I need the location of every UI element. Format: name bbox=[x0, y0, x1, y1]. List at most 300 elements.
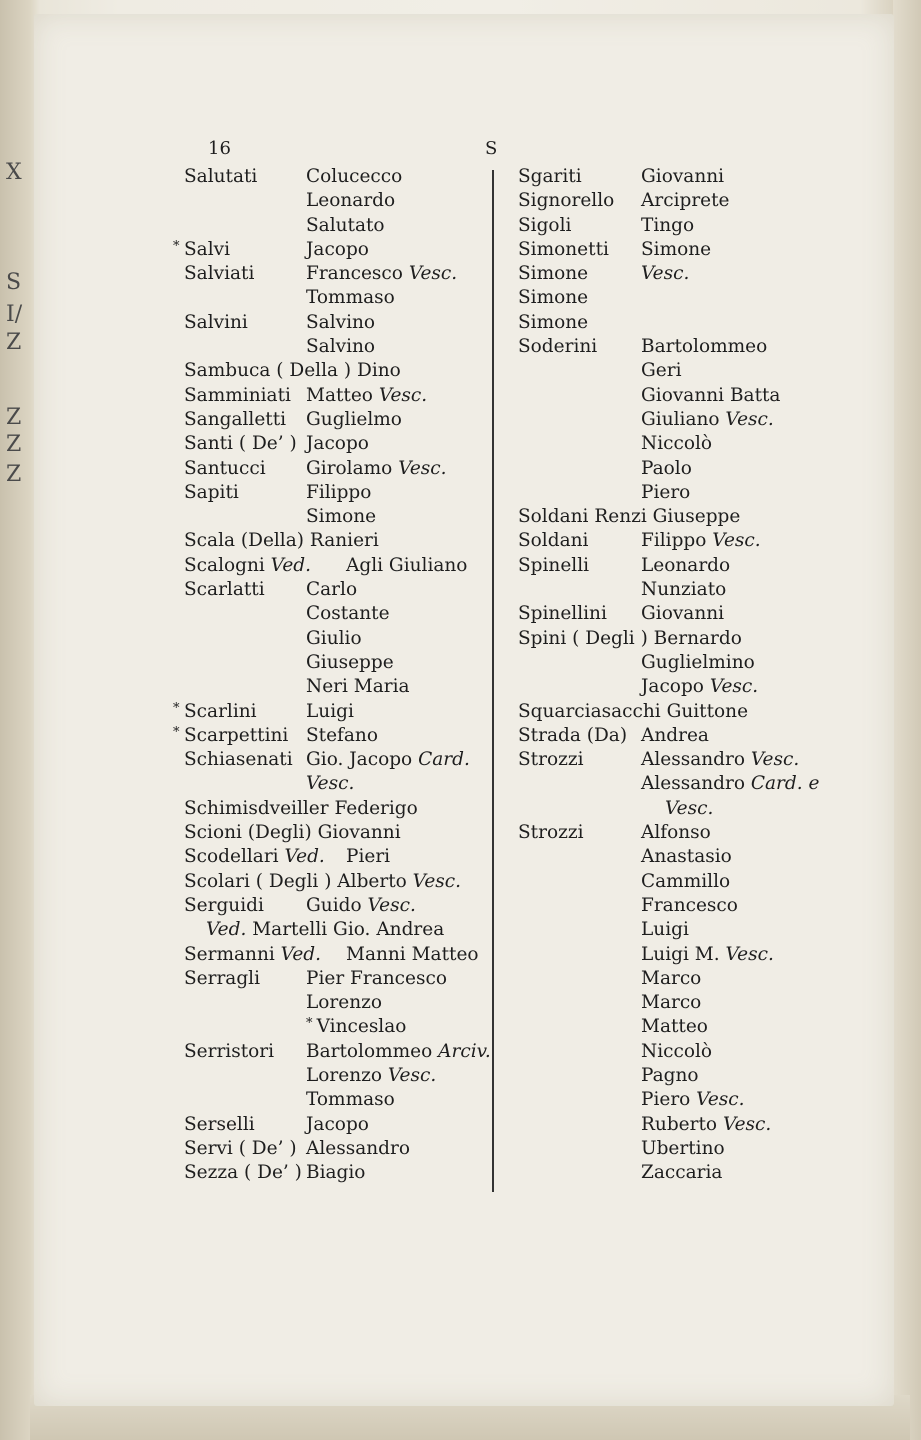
title-abbreviation: Vesc. bbox=[719, 943, 774, 965]
index-entry bbox=[518, 652, 838, 676]
given-name bbox=[306, 506, 376, 527]
given-name bbox=[641, 1065, 699, 1086]
surname: Salvini bbox=[184, 311, 248, 333]
given-text: Giovanni bbox=[641, 166, 725, 187]
index-entry bbox=[518, 239, 838, 263]
index-entry bbox=[184, 166, 489, 190]
index-entry bbox=[518, 846, 838, 870]
surname: Santucci bbox=[184, 457, 266, 479]
index-entry bbox=[184, 433, 489, 457]
given-name bbox=[641, 215, 694, 236]
title-abbreviation: Vesc. bbox=[719, 408, 774, 430]
next-page-edge bbox=[893, 0, 921, 1440]
given-name bbox=[306, 1162, 365, 1183]
title-abbreviation: Vesc. bbox=[690, 1089, 745, 1111]
index-entry bbox=[184, 385, 489, 409]
given-text: Jacopo bbox=[306, 238, 369, 260]
column-divider bbox=[492, 170, 494, 1192]
index-entry bbox=[518, 360, 838, 384]
given-text: Pieri bbox=[346, 846, 391, 868]
given-name bbox=[306, 263, 457, 284]
title-abbreviation: Vesc. bbox=[703, 676, 759, 698]
given-text: Jacopo bbox=[306, 433, 369, 455]
entry-text: Scioni (Degli) Giovanni bbox=[184, 822, 401, 844]
given-name bbox=[641, 385, 780, 406]
margin-mark: X bbox=[6, 160, 22, 185]
given-text: Giovanni bbox=[641, 603, 725, 625]
given-name bbox=[641, 871, 730, 892]
index-entry bbox=[184, 1016, 489, 1040]
given-text: Guglielmino bbox=[641, 651, 755, 673]
index-entry bbox=[518, 798, 838, 822]
entry-text: Squarciasacchi Guittone bbox=[518, 700, 749, 722]
index-entry bbox=[184, 846, 489, 870]
given-text: Ruberto bbox=[641, 1113, 718, 1135]
given-text: Biagio bbox=[306, 1162, 366, 1184]
given-text: Lorenzo bbox=[306, 1064, 383, 1086]
given-text: Colucecco bbox=[306, 166, 403, 187]
ved-abbreviation: Ved. bbox=[264, 554, 312, 576]
margin-mark: I/ bbox=[6, 302, 23, 327]
index-entry bbox=[518, 968, 838, 992]
index-entry bbox=[518, 749, 838, 773]
given-text: Piero bbox=[641, 481, 691, 503]
index-entry bbox=[518, 1162, 838, 1186]
index-entry bbox=[518, 579, 838, 603]
index-entry bbox=[184, 336, 489, 360]
index-entry bbox=[518, 287, 838, 311]
entry-text: Scala (Della) Ranieri bbox=[184, 530, 379, 552]
given-text: Giovanni Batta bbox=[641, 384, 781, 406]
given-text: Filippo bbox=[306, 481, 372, 503]
index-entry bbox=[184, 895, 489, 919]
entry-text: Scolari ( Degli ) Alberto bbox=[184, 870, 407, 892]
given-text: Gio. Jacopo bbox=[306, 749, 413, 771]
asterisk-mark: * bbox=[306, 1016, 317, 1032]
surname: Sapiti bbox=[184, 481, 239, 503]
index-entry bbox=[184, 992, 489, 1016]
title-abbreviation: Vesc. bbox=[744, 749, 800, 771]
surname: Spinellini bbox=[518, 603, 607, 625]
surname: Serguidi bbox=[184, 894, 264, 916]
index-entry bbox=[184, 652, 489, 676]
index-entry bbox=[184, 676, 489, 700]
given-text: Alessandro bbox=[306, 1137, 410, 1159]
index-entry bbox=[184, 968, 489, 992]
surname: Serristori bbox=[184, 1040, 275, 1062]
index-entry bbox=[184, 530, 489, 554]
given-text: Neri Maria bbox=[306, 676, 410, 698]
given-name bbox=[641, 166, 724, 187]
given-text: Luigi bbox=[306, 700, 354, 722]
index-entry bbox=[518, 773, 838, 797]
given-name bbox=[306, 701, 354, 722]
surname: Sgariti bbox=[518, 166, 582, 187]
given-name bbox=[306, 287, 395, 308]
ved-abbreviation: Ved. bbox=[278, 846, 325, 868]
margin-mark: Z bbox=[6, 330, 22, 355]
index-entry bbox=[184, 1065, 489, 1089]
title-abbreviation: Vesc. bbox=[665, 797, 714, 819]
given-text: Lorenzo bbox=[306, 992, 383, 1014]
index-entry bbox=[518, 555, 838, 579]
given-name bbox=[306, 579, 357, 600]
given-text: Andrea bbox=[641, 724, 709, 746]
given-text: Francesco bbox=[641, 894, 738, 916]
surname: Sigoli bbox=[518, 214, 572, 236]
title-abbreviation: Vesc. bbox=[361, 894, 416, 916]
surname: Sermanni Ved. bbox=[184, 943, 322, 965]
title-abbreviation: Card. bbox=[412, 749, 470, 771]
title-abbreviation: Vesc. bbox=[641, 263, 690, 285]
given-name bbox=[641, 895, 738, 916]
index-entry bbox=[518, 1089, 838, 1113]
given-text: Guido bbox=[306, 894, 362, 916]
given-text: Marco bbox=[641, 992, 702, 1014]
entry-text: Schimisdveiller Federigo bbox=[184, 797, 418, 819]
given-text: Tingo bbox=[641, 214, 695, 236]
surname: Simone bbox=[518, 263, 589, 285]
entry-full-text bbox=[518, 628, 742, 649]
given-name bbox=[641, 1114, 771, 1135]
index-entry bbox=[518, 458, 838, 482]
given-text: Niccolò bbox=[641, 433, 713, 455]
given-text: Carlo bbox=[306, 579, 358, 601]
entry-full-text bbox=[518, 701, 748, 722]
given-text: Tommaso bbox=[306, 287, 395, 309]
given-name bbox=[641, 555, 730, 576]
given-text: Guglielmo bbox=[306, 408, 402, 430]
given-text: Marco bbox=[641, 967, 702, 989]
given-name bbox=[641, 336, 767, 357]
given-text: Giuseppe bbox=[306, 651, 394, 673]
surname: Serragli bbox=[184, 967, 261, 989]
surname: Scarlatti bbox=[184, 579, 265, 601]
given-name bbox=[641, 944, 774, 965]
entry-full-text bbox=[518, 506, 740, 527]
given-text: Leonardo bbox=[306, 190, 396, 212]
given-text: Arciprete bbox=[641, 190, 730, 212]
index-entry bbox=[518, 263, 838, 287]
given-name bbox=[306, 190, 395, 211]
given-text: Agli Giuliano bbox=[346, 554, 468, 576]
index-entry bbox=[184, 482, 489, 506]
entry-full-text bbox=[184, 822, 401, 843]
index-entry bbox=[173, 238, 489, 263]
margin-mark: S bbox=[6, 270, 22, 295]
title-abbreviation: Vesc. bbox=[706, 530, 761, 552]
surname: Strozzi bbox=[518, 749, 584, 771]
index-entry bbox=[184, 798, 489, 822]
index-entry bbox=[518, 944, 838, 968]
margin-mark: Z bbox=[6, 405, 22, 430]
index-entry bbox=[518, 336, 838, 360]
given-text: Costante bbox=[306, 603, 390, 625]
index-entry bbox=[184, 555, 489, 579]
given-text: Pagno bbox=[641, 1064, 699, 1086]
index-entry bbox=[518, 725, 838, 749]
given-name bbox=[306, 166, 402, 187]
given-name bbox=[641, 603, 724, 624]
given-text: Bartolommeo bbox=[641, 336, 768, 358]
given-name bbox=[641, 992, 701, 1013]
index-entry bbox=[518, 1016, 838, 1040]
entry-full-text bbox=[184, 530, 379, 551]
entry-full-text bbox=[206, 919, 444, 940]
index-entry bbox=[518, 312, 838, 336]
given-text: Manni Matteo bbox=[346, 943, 479, 965]
title-abbreviation: Arciv. bbox=[432, 1040, 491, 1062]
surname: Schiasenati bbox=[184, 749, 293, 771]
given-name bbox=[306, 312, 375, 333]
given-name bbox=[641, 919, 689, 940]
given-name bbox=[306, 968, 447, 989]
index-entry bbox=[184, 1041, 489, 1065]
surname: Simone bbox=[518, 287, 589, 309]
page-number: 16 bbox=[208, 138, 231, 159]
given-name bbox=[306, 1016, 406, 1037]
given-name bbox=[641, 1041, 712, 1062]
asterisk-mark: * bbox=[173, 238, 180, 254]
given-text: Salvino bbox=[306, 336, 376, 358]
given-name bbox=[641, 1089, 745, 1110]
entry-full-text bbox=[184, 360, 401, 381]
surname: Strozzi bbox=[518, 822, 584, 844]
margin-mark: Z bbox=[6, 432, 22, 457]
title-abbreviation: Vesc. bbox=[717, 1113, 772, 1135]
index-entry bbox=[184, 215, 489, 239]
surname: Soderini bbox=[518, 336, 598, 358]
given-name bbox=[641, 360, 682, 381]
given-name bbox=[306, 895, 416, 916]
given-text: Alessandro bbox=[641, 749, 745, 771]
index-entry bbox=[184, 944, 489, 968]
given-name bbox=[665, 798, 713, 819]
index-entry bbox=[518, 895, 838, 919]
ved-abbreviation: Ved. bbox=[206, 919, 253, 941]
index-entry bbox=[518, 676, 838, 700]
surname: Signorello bbox=[518, 190, 615, 212]
entry-full-text bbox=[184, 798, 418, 819]
index-entry bbox=[518, 506, 838, 530]
index-entry bbox=[518, 215, 838, 239]
given-name bbox=[346, 555, 467, 576]
title-abbreviation: Card. e bbox=[744, 773, 820, 795]
index-entry bbox=[518, 992, 838, 1016]
index-entry bbox=[518, 530, 838, 554]
surname: Sangalletti bbox=[184, 408, 287, 430]
title-abbreviation: Vesc. bbox=[306, 773, 355, 795]
given-name bbox=[306, 652, 394, 673]
given-name bbox=[306, 1089, 395, 1110]
given-name bbox=[306, 1041, 491, 1062]
index-entry bbox=[184, 1162, 489, 1186]
surname: Scarlini bbox=[184, 700, 257, 722]
index-entry bbox=[518, 166, 838, 190]
entry-full-text bbox=[184, 871, 461, 892]
given-name bbox=[306, 336, 375, 357]
given-text: Pier Francesco bbox=[306, 967, 447, 989]
index-entry bbox=[184, 458, 489, 482]
given-name bbox=[306, 725, 378, 746]
index-entry bbox=[173, 724, 489, 749]
given-text: Salutato bbox=[306, 214, 385, 236]
index-entry bbox=[184, 1089, 489, 1113]
given-name bbox=[306, 1114, 369, 1135]
index-entry bbox=[184, 506, 489, 530]
given-text: Salvino bbox=[306, 311, 376, 333]
index-entry bbox=[184, 287, 489, 311]
given-text: Alfonso bbox=[641, 822, 711, 844]
surname: Sezza ( De’ ) bbox=[184, 1162, 302, 1184]
index-entry bbox=[184, 360, 489, 384]
given-name bbox=[641, 190, 730, 211]
given-name bbox=[306, 482, 371, 503]
given-text: Tommaso bbox=[306, 1089, 395, 1111]
index-entry bbox=[184, 1138, 489, 1162]
given-name bbox=[641, 458, 692, 479]
entry-text: Martelli Gio. Andrea bbox=[252, 919, 445, 941]
given-text: Matteo bbox=[641, 1016, 708, 1038]
index-entry bbox=[184, 409, 489, 433]
given-name bbox=[306, 215, 385, 236]
right-column bbox=[518, 166, 838, 1186]
index-entry bbox=[518, 701, 838, 725]
given-text: Anastasio bbox=[641, 846, 732, 868]
title-abbreviation: Vesc. bbox=[406, 870, 462, 892]
index-entry bbox=[184, 871, 489, 895]
index-entry bbox=[518, 433, 838, 457]
given-name bbox=[346, 944, 479, 965]
given-text: Nunziato bbox=[641, 579, 727, 601]
ved-abbreviation: Ved. bbox=[274, 943, 322, 965]
index-entry bbox=[184, 312, 489, 336]
entry-text: Sambuca ( Della ) Dino bbox=[184, 360, 401, 382]
given-text: Stefano bbox=[306, 724, 378, 746]
given-text: Paolo bbox=[641, 457, 692, 479]
index-entry bbox=[184, 749, 489, 773]
index-entry bbox=[184, 263, 489, 287]
given-name bbox=[641, 239, 711, 260]
given-name bbox=[346, 846, 390, 867]
given-text: Jacopo bbox=[641, 676, 704, 698]
given-name bbox=[306, 1065, 436, 1086]
given-name bbox=[641, 263, 689, 284]
surname: Serselli bbox=[184, 1113, 255, 1135]
index-entry bbox=[184, 919, 489, 943]
surname: Santi ( De’ ) bbox=[184, 433, 297, 455]
index-entry bbox=[518, 822, 838, 846]
index-entry bbox=[518, 1041, 838, 1065]
given-text: Ubertino bbox=[641, 1137, 725, 1159]
given-text: Cammillo bbox=[641, 870, 731, 892]
given-text: Leonardo bbox=[641, 554, 731, 576]
given-name bbox=[306, 628, 362, 649]
margin-mark: Z bbox=[6, 462, 22, 487]
surname: Samminiati bbox=[184, 384, 291, 406]
given-name bbox=[641, 1138, 725, 1159]
given-name bbox=[641, 1162, 722, 1183]
index-entry bbox=[518, 919, 838, 943]
given-name bbox=[306, 458, 447, 479]
index-entry bbox=[184, 603, 489, 627]
given-name bbox=[641, 579, 726, 600]
index-entry bbox=[518, 482, 838, 506]
given-name bbox=[641, 652, 755, 673]
given-text: Bartolommeo bbox=[306, 1040, 433, 1062]
surname: Scarpettini bbox=[184, 724, 289, 746]
index-entry bbox=[518, 628, 838, 652]
entry-text: Soldani Renzi Giuseppe bbox=[518, 506, 741, 528]
index-entry bbox=[518, 190, 838, 214]
surname: Soldani bbox=[518, 530, 589, 552]
surname: Scalogni Ved. bbox=[184, 554, 312, 576]
given-name bbox=[641, 1016, 708, 1037]
surname: Spinelli bbox=[518, 554, 590, 576]
given-name bbox=[641, 749, 799, 770]
index-entry bbox=[518, 1114, 838, 1138]
given-text: Giulio bbox=[306, 627, 362, 649]
given-name bbox=[641, 433, 712, 454]
given-text: Niccolò bbox=[641, 1040, 713, 1062]
given-text: Geri bbox=[641, 360, 682, 382]
index-entry bbox=[518, 1065, 838, 1089]
asterisk-mark: * bbox=[173, 724, 180, 740]
index-entry bbox=[184, 628, 489, 652]
given-name bbox=[641, 409, 774, 430]
given-name bbox=[306, 239, 369, 260]
surname: Scodellari Ved. bbox=[184, 846, 325, 868]
given-text: Zaccaria bbox=[641, 1162, 723, 1184]
asterisk-mark: * bbox=[173, 700, 180, 716]
left-column bbox=[173, 166, 491, 1186]
given-name bbox=[641, 822, 711, 843]
given-text: Girolamo bbox=[306, 457, 393, 479]
index-entry bbox=[184, 1114, 489, 1138]
title-abbreviation: Vesc. bbox=[382, 1064, 437, 1086]
section-letter: S bbox=[485, 138, 498, 159]
index-entry bbox=[518, 409, 838, 433]
given-name bbox=[641, 530, 761, 551]
surname: Salutati bbox=[184, 166, 258, 187]
given-text: Matteo bbox=[306, 384, 373, 406]
entry-text: Spini ( Degli ) Bernardo bbox=[518, 627, 742, 649]
given-text: Alessandro bbox=[641, 773, 745, 795]
surname: Salviati bbox=[184, 263, 255, 285]
given-text: Jacopo bbox=[306, 1113, 369, 1135]
given-text: Luigi bbox=[641, 919, 689, 941]
given-name bbox=[641, 482, 690, 503]
given-name bbox=[306, 749, 470, 770]
given-name bbox=[641, 676, 758, 697]
surname: Simonetti bbox=[518, 238, 609, 260]
given-name bbox=[641, 846, 732, 867]
given-name bbox=[306, 433, 369, 454]
surname: Strada (Da) bbox=[518, 724, 628, 746]
given-text: Giuliano bbox=[641, 408, 720, 430]
index-entry bbox=[518, 603, 838, 627]
title-abbreviation: Vesc. bbox=[392, 457, 447, 479]
given-text: Luigi M. bbox=[641, 943, 720, 965]
index-entry bbox=[173, 700, 489, 725]
surname: Simone bbox=[518, 311, 589, 333]
given-name bbox=[306, 603, 390, 624]
given-text: Francesco bbox=[306, 263, 403, 285]
surname: Servi ( De’ ) bbox=[184, 1137, 297, 1159]
given-name bbox=[306, 992, 382, 1013]
given-name bbox=[641, 725, 709, 746]
given-name bbox=[306, 1138, 410, 1159]
